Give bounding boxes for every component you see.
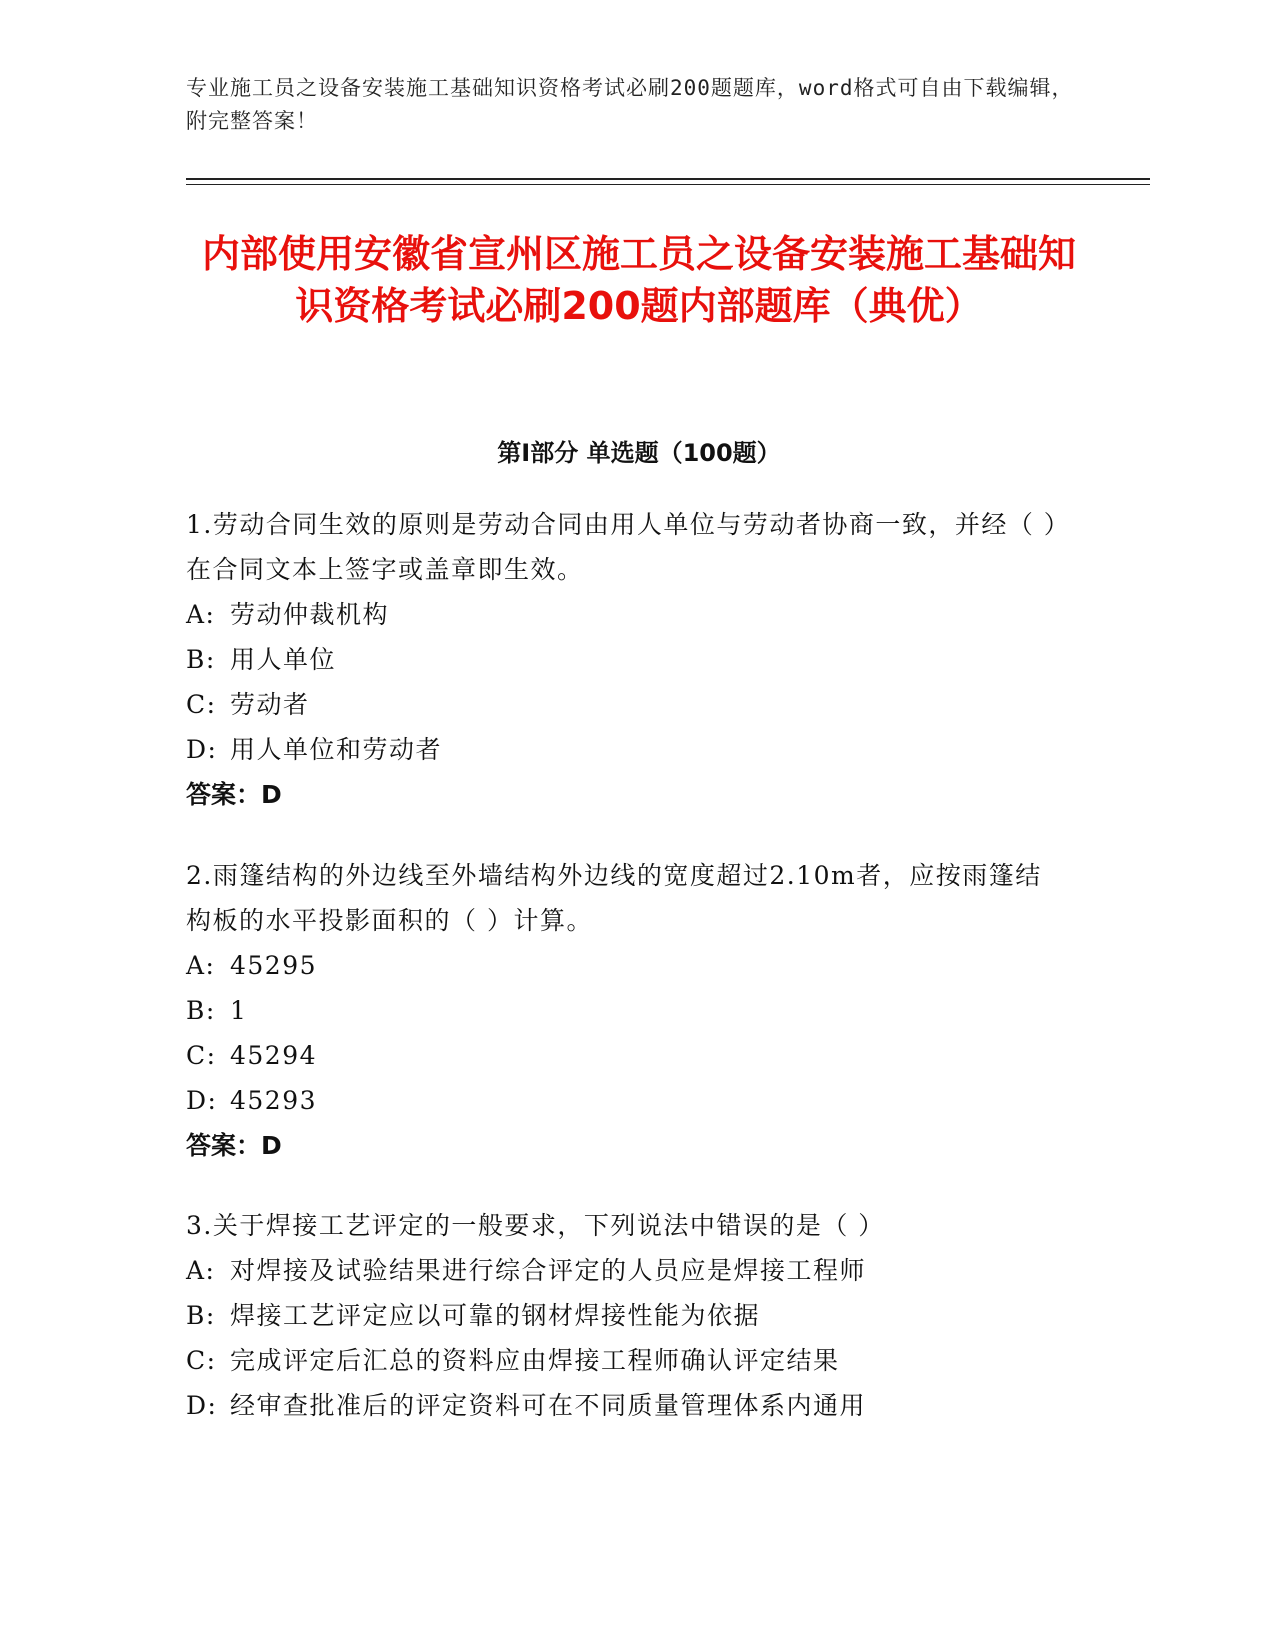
option-text: 45293 (230, 1086, 318, 1115)
option-letter: C: (186, 690, 217, 719)
option-text: 劳动仲裁机构 (230, 600, 390, 629)
option-text: 完成评定后汇总的资料应由焊接工程师确认评定结果 (230, 1346, 840, 1375)
answer-line: 答案：D (186, 780, 282, 809)
option-a (186, 592, 1066, 637)
answer-line: 答案：D (186, 1131, 282, 1160)
option-letter: A: (186, 600, 216, 629)
option-text: 焊接工艺评定应以可靠的钢材焊接性能为依据 (230, 1301, 761, 1330)
question-1 (186, 502, 1066, 817)
option-letter: D: (186, 1391, 218, 1420)
option-text: 1 (230, 996, 248, 1025)
option-b (186, 637, 1066, 682)
header-divider-thin (186, 184, 1150, 185)
option-b (186, 1293, 1066, 1338)
option-letter: D: (186, 735, 218, 764)
section-title: 第Ⅰ部分 单选题（100题） (497, 439, 781, 467)
option-letter: B: (186, 1301, 216, 1330)
option-letter: C: (186, 1346, 217, 1375)
option-letter: A: (186, 951, 216, 980)
option-c (186, 1033, 1066, 1078)
document-title: 内部使用安徽省宣州区施工员之设备安装施工基础知识资格考试必刷200题内部题库（典优） (201, 232, 1076, 328)
option-a (186, 1248, 1066, 1293)
question-2 (186, 853, 1066, 1168)
option-text: 45295 (230, 951, 318, 980)
option-text: 用人单位 (230, 645, 337, 674)
question-stem: 3.关于焊接工艺评定的一般要求，下列说法中错误的是（ ） (186, 1211, 885, 1240)
option-d (186, 1383, 1066, 1428)
option-text: 用人单位和劳动者 (230, 735, 443, 764)
option-text: 对焊接及试验结果进行综合评定的人员应是焊接工程师 (230, 1256, 867, 1285)
option-letter: B: (186, 996, 216, 1025)
header-note: 专业施工员之设备安装施工基础知识资格考试必刷200题题库，word格式可自由下载编辑，附完整答案！ (186, 76, 1074, 133)
option-c (186, 1338, 1066, 1383)
option-letter: D: (186, 1086, 218, 1115)
header-divider-thick (186, 178, 1150, 180)
question-stem: 2.雨篷结构的外边线至外墙结构外边线的宽度超过2.10m者，应按雨篷结构板的水平投影面积的（ ）计算。 (186, 861, 1042, 935)
option-b (186, 988, 1066, 1033)
option-c (186, 682, 1066, 727)
option-d (186, 1078, 1066, 1123)
option-text: 劳动者 (230, 690, 310, 719)
option-text: 经审查批准后的评定资料可在不同质量管理体系内通用 (230, 1391, 867, 1420)
option-letter: B: (186, 645, 216, 674)
question-3 (186, 1203, 1066, 1428)
question-stem: 1.劳动合同生效的原则是劳动合同由用人单位与劳动者协商一致，并经（ ）在合同文本上签字或盖章即生效。 (186, 510, 1058, 584)
option-letter: C: (186, 1041, 217, 1070)
option-letter: A: (186, 1256, 216, 1285)
option-a (186, 943, 1066, 988)
option-text: 45294 (230, 1041, 318, 1070)
option-d (186, 727, 1066, 772)
